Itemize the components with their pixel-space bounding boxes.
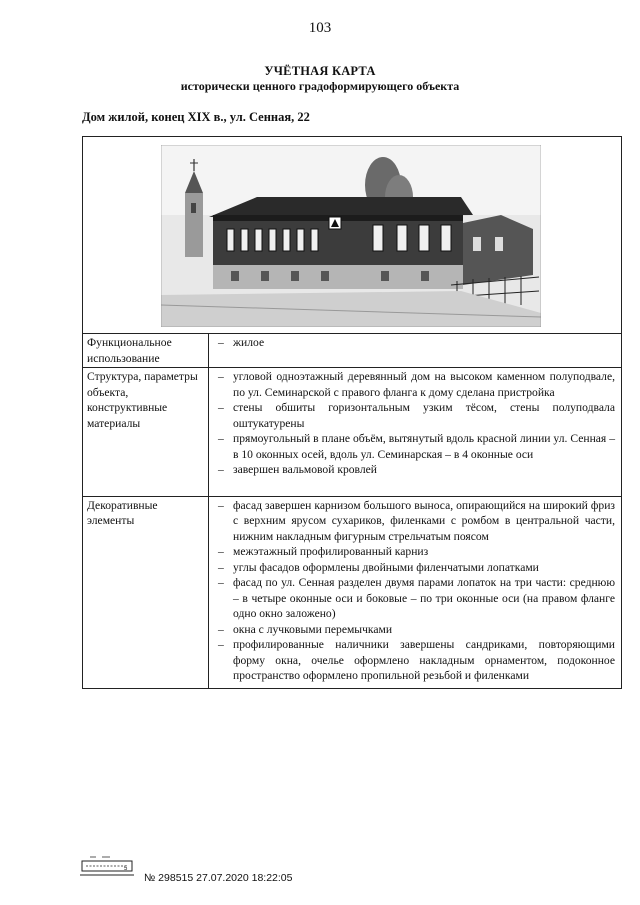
building-photo <box>161 145 541 327</box>
row-value <box>209 368 622 497</box>
document-registration-number: № 298515 27.07.2020 18:22:05 <box>144 872 293 884</box>
list-item: – фасад завершен карнизом большого выноса, опирающийся на широкий фриз с верхним ярусом сухариков, филенками с ромбом в центральной части, нижним накладным фигурным стрельчатым поясом <box>215 498 615 545</box>
row-label: Функциональное использование <box>83 334 209 368</box>
row-label: Структура, параметры объекта, конструктивные материалы <box>83 368 209 497</box>
photo-row <box>83 137 622 334</box>
list-item: – окна с лучковыми перемычками <box>215 622 615 638</box>
list-item: – завершен вальмовой кровлей <box>215 462 615 478</box>
notary-stamp-icon <box>80 855 138 881</box>
record-card-table <box>82 136 622 689</box>
list-item: – фасад по ул. Сенная разделен двумя парами лопаток на три части: среднюю – в четыре оконные оси и боковые – по три оконные оси (на правом фланге одно окно заложено) <box>215 575 615 622</box>
footer <box>80 855 320 895</box>
row-structure <box>83 368 622 497</box>
list-item: – прямоугольный в плане объём, вытянутый вдоль красной линии ул. Сенная – в 10 оконных осей, вдоль ул. Семинарская – в 4 оконные оси <box>215 431 615 462</box>
card-subtitle: исторически ценного градоформирующего объекта <box>180 79 460 93</box>
list-item: – углы фасадов оформлены двойными филенчатыми лопатками <box>215 560 615 576</box>
row-decorative <box>83 496 622 688</box>
row-function <box>83 334 622 368</box>
row-label: Декоративные элементы <box>83 496 209 688</box>
card-title: УЧЁТНАЯ КАРТА <box>264 64 376 78</box>
list-item: – стены обшиты горизонтальным узким тёсом, стены полуподвала оштукатурены <box>215 400 615 431</box>
svg-text:5: 5 <box>124 866 128 872</box>
list-item: – профилированные наличники завершены сандриками, повторяющими форму окна, очелье оформлено накладным орнаментом, подоконное пространство оформлено пропильной резьбой и филенками <box>215 637 615 684</box>
photo-cell <box>83 137 622 334</box>
row-value <box>209 496 622 688</box>
row-value <box>209 334 622 368</box>
page-number: 103 <box>308 20 332 36</box>
list-item: – жилое <box>215 335 615 351</box>
list-item: – угловой одноэтажный деревянный дом на высоком каменном полуподвале, по ул. Семинарской с правого фланга к дому сделана пристройка <box>215 369 615 400</box>
list-item: – межэтажный профилированный карниз <box>215 544 615 560</box>
object-name: Дом жилой, конец XIX в., ул. Сенная, 22 <box>82 110 310 124</box>
